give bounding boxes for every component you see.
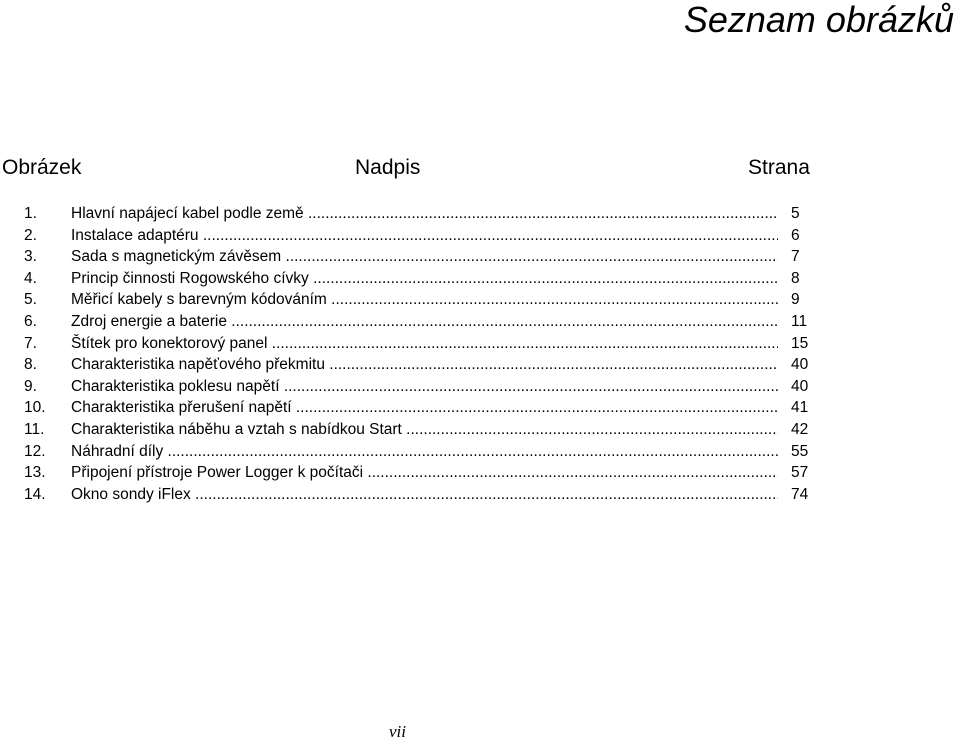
entry-page[interactable]: 40 bbox=[791, 356, 809, 374]
figure-list bbox=[0, 203, 960, 505]
list-item[interactable] bbox=[0, 419, 960, 441]
entry-number: 4. bbox=[24, 269, 37, 287]
entry-caption[interactable]: Okno sondy iFlex ..... bbox=[71, 484, 778, 506]
entry-caption[interactable]: Štítek pro konektorový panel ..... bbox=[71, 333, 778, 355]
entry-caption[interactable]: Měřicí kabely s barevným kódováním ..... bbox=[71, 289, 778, 311]
entry-number: 8. bbox=[24, 356, 37, 374]
entry-caption[interactable]: Zdroj energie a baterie ..... bbox=[71, 311, 778, 333]
entry-page[interactable]: 9 bbox=[791, 291, 800, 309]
entry-page[interactable]: 74 bbox=[791, 485, 809, 503]
entry-page[interactable]: 55 bbox=[791, 442, 809, 460]
list-item[interactable] bbox=[0, 289, 960, 311]
entry-page[interactable]: 42 bbox=[791, 420, 809, 438]
entry-number: 7. bbox=[24, 334, 37, 352]
list-item[interactable] bbox=[0, 462, 960, 484]
entry-page[interactable]: 11 bbox=[791, 312, 808, 330]
entry-page[interactable]: 6 bbox=[791, 226, 800, 244]
list-item[interactable] bbox=[0, 354, 960, 376]
page-number: vii bbox=[389, 722, 406, 741]
entry-caption[interactable]: Charakteristika přerušení napětí ..... bbox=[71, 397, 778, 419]
entry-number: 12. bbox=[24, 442, 46, 460]
list-item[interactable] bbox=[0, 246, 960, 268]
entry-number: 3. bbox=[24, 248, 37, 266]
entry-number: 9. bbox=[24, 377, 37, 395]
list-item[interactable] bbox=[0, 225, 960, 247]
entry-caption[interactable]: Princip činnosti Rogowského cívky ..... bbox=[71, 268, 778, 290]
entry-caption[interactable]: Charakteristika poklesu napětí ..... bbox=[71, 376, 778, 398]
entry-caption[interactable]: Charakteristika náběhu a vztah s nabídkou Start ..... bbox=[71, 419, 778, 441]
entry-number: 14. bbox=[24, 485, 46, 503]
list-item[interactable] bbox=[0, 441, 960, 463]
entry-page[interactable]: 57 bbox=[791, 464, 809, 482]
list-item[interactable] bbox=[0, 268, 960, 290]
table-header bbox=[0, 154, 960, 182]
entry-page[interactable]: 8 bbox=[791, 269, 800, 287]
list-item[interactable] bbox=[0, 484, 960, 506]
entry-page[interactable]: 40 bbox=[791, 377, 809, 395]
entry-caption[interactable]: Sada s magnetickým závěsem ..... bbox=[71, 246, 778, 268]
entry-number: 11. bbox=[24, 420, 45, 438]
entry-page[interactable]: 5 bbox=[791, 205, 800, 222]
entry-caption[interactable]: Hlavní napájecí kabel podle země ..... bbox=[71, 203, 778, 225]
header-page: Strana bbox=[748, 156, 810, 179]
list-item[interactable] bbox=[0, 203, 960, 225]
entry-number: 13. bbox=[24, 464, 46, 482]
list-item[interactable] bbox=[0, 333, 960, 355]
entry-caption[interactable]: Připojení přístroje Power Logger k počítači ..... bbox=[71, 462, 778, 484]
entry-number: 10. bbox=[24, 399, 46, 417]
list-item[interactable] bbox=[0, 397, 960, 419]
list-item[interactable] bbox=[0, 311, 960, 333]
entry-number: 1. bbox=[24, 205, 37, 222]
entry-caption[interactable]: Instalace adaptéru ..... bbox=[71, 225, 778, 247]
entry-page[interactable]: 15 bbox=[791, 334, 809, 352]
entry-page[interactable]: 41 bbox=[791, 399, 809, 417]
entry-caption[interactable]: Náhradní díly ..... bbox=[71, 441, 778, 463]
entry-number: 5. bbox=[24, 291, 37, 309]
header-caption: Nadpis bbox=[355, 156, 421, 179]
page-title: Seznam obrázků bbox=[683, 0, 954, 40]
entry-caption[interactable]: Charakteristika napěťového překmitu ..... bbox=[71, 354, 778, 376]
list-item[interactable] bbox=[0, 376, 960, 398]
entry-number: 2. bbox=[24, 226, 37, 244]
entry-page[interactable]: 7 bbox=[791, 248, 800, 266]
entry-number: 6. bbox=[24, 312, 37, 330]
header-figure: Obrázek bbox=[2, 156, 82, 179]
